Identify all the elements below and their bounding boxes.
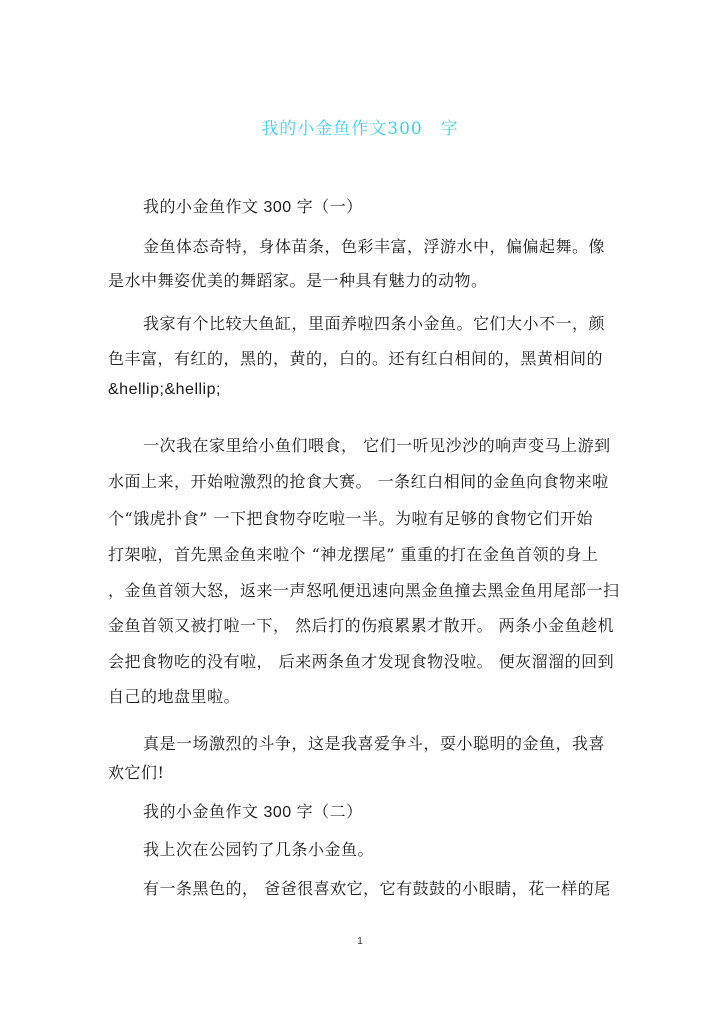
paragraph-line: 有一条黑色的， 爸爸很喜欢它，它有鼓鼓的小眼睛，花一样的尾 [143,879,611,898]
paragraph-line: 是水中舞姿优美的舞蹈家。是一种具有魅力的动物。 [108,271,488,290]
paragraph-line: ，金鱼首领大怒，返来一声怒吼便迅速向黑金鱼撞去黑金鱼用尾部一扫 [108,581,620,600]
paragraph-line: 自己的地盘里啦。 [108,687,241,706]
paragraph-line: &hellip;&hellip; [108,381,221,398]
paragraph-line: 欢它们! [108,763,165,782]
document-title: 我的小金鱼作文300 字 [261,119,459,139]
section-heading-two: 我的小金鱼作文 300 字（二） [143,804,363,821]
paragraph-line: 打架啦，首先黑金鱼来啦个 “神龙摆尾” 重重的打在金鱼首领的身上 [108,545,599,564]
page-number: 1 [357,936,363,947]
paragraph-line: 真是一场激烈的斗争，这是我喜爱争斗，耍小聪明的金鱼，我喜 [143,734,606,753]
section-heading-one: 我的小金鱼作文 300 字（一） [143,199,363,216]
paragraph-line: 金鱼体态奇特，身体苗条，色彩丰富，浮游水中，偏偏起舞。像 [143,237,606,256]
paragraph-line: 色丰富，有红的，黑的，黄的，白的。还有红白相间的，黑黄相间的 [108,349,604,368]
paragraph-line: 金鱼首领又被打啦一下， 然后打的伤痕累累才散开。 两条小金鱼趁机 [108,616,615,635]
paragraph-line: 我家有个比较大鱼缸，里面养啦四条小金鱼。它们大小不一，颜 [143,314,606,333]
paragraph-line: 我上次在公园钓了几条小金鱼。 [143,840,375,859]
paragraph-line: 会把食物吃的没有啦， 后来两条鱼才发现食物没啦。 便灰溜溜的回到 [108,652,615,671]
paragraph-line: 水面上来，开始啦激烈的抢食大赛。 一条红白相间的金鱼向食物来啦 [108,472,609,491]
paragraph-line: 一次我在家里给小鱼们喂食， 它们一听见沙沙的响声变马上游到 [143,436,611,455]
paragraph-line: 个“饿虎扑食” 一下把食物夺吃啦一半。为啦有足够的食物它们开始 [108,509,593,528]
